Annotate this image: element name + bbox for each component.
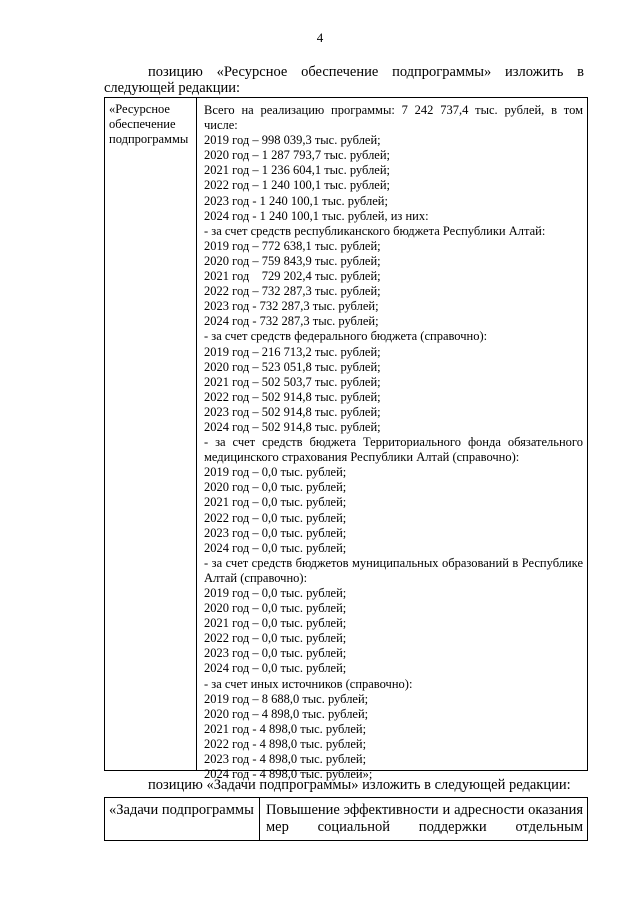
page-number: 4 [316, 30, 324, 45]
funding-line: 2023 год – 0,0 тыс. рублей; [204, 525, 347, 540]
funding-line: 2021 год – 502 503,7 тыс. рублей; [204, 374, 381, 389]
funding-line: 2024 год – 502 914,8 тыс. рублей; [204, 419, 381, 434]
funding-line: 2020 год – 523 051,8 тыс. рублей; [204, 359, 381, 374]
funding-line: 2019 год – 772 638,1 тыс. рублей; [204, 238, 381, 253]
funding-line: 2023 год - 1 240 100,1 тыс. рублей; [204, 193, 388, 208]
funding-line: 2020 год – 759 843,9 тыс. рублей; [204, 253, 381, 268]
resources-table [104, 97, 588, 782]
funding-line: 2019 год – 216 713,2 тыс. рублей; [204, 344, 381, 359]
resources-content-cell [197, 98, 587, 782]
funding-line: 2024 год - 1 240 100,1 тыс. рублей, из них: [204, 208, 429, 223]
municipal-heading: - за счет средств бюджетов муниципальных образований в Республике Алтай (справочно): [204, 555, 583, 585]
funding-line: - за счет средств республиканского бюджета Республики Алтай: [204, 223, 546, 238]
funding-line: 2020 год – 0,0 тыс. рублей; [204, 480, 347, 495]
funding-line: 2022 год - 4 898,0 тыс. рублей; [204, 736, 367, 751]
funding-line: 2023 год – 502 914,8 тыс. рублей; [204, 404, 381, 419]
tasks-content-cell: Повышение эффективности и адресности оказания мер социальной поддержки отдельным [266, 802, 583, 835]
tfoms-heading: - за счет средств бюджета Территориального фонда обязательного медицинского страхования Республики Алтай (справочно): [204, 435, 583, 465]
other-lines [204, 692, 583, 783]
funding-line: 2021 год – 0,0 тыс. рублей; [204, 495, 347, 510]
funding-line: 2021 год – 1 236 604,1 тыс. рублей; [204, 163, 391, 178]
funding-line: 2020 год – 0,0 тыс. рублей; [204, 601, 347, 616]
funding-line: 2019 год – 0,0 тыс. рублей; [204, 465, 347, 480]
municipal-lines [204, 586, 583, 677]
funding-line: 2022 год – 0,0 тыс. рублей; [204, 510, 347, 525]
tfoms-lines [204, 465, 583, 556]
amendment-intro-resources: позицию «Ресурсное обеспечение подпрограммы» изложить в следующей редакции: [104, 64, 584, 96]
resources-label-cell: «Ресурсное обеспечение подпрограммы [105, 98, 197, 770]
funding-line: 2020 год – 4 898,0 тыс. рублей; [204, 706, 369, 721]
funding-line: 2021 год – 0,0 тыс. рублей; [204, 616, 347, 631]
funding-line: - за счет средств федерального бюджета (справочно): [204, 329, 488, 344]
total-funding-heading: Всего на реализацию программы: 7 242 737,4 тыс. рублей, в том числе: [204, 103, 583, 133]
funding-line: 2019 год – 8 688,0 тыс. рублей; [204, 691, 369, 706]
funding-line: 2023 год - 732 287,3 тыс. рублей; [204, 299, 379, 314]
funding-line: 2022 год – 732 287,3 тыс. рублей; [204, 284, 381, 299]
main-lines [204, 133, 583, 435]
tasks-table [104, 797, 588, 841]
funding-line: 2021 год 729 202,4 тыс. рублей; [204, 269, 381, 284]
funding-line: 2021 год - 4 898,0 тыс. рублей; [204, 721, 367, 736]
funding-line: 2024 год - 732 287,3 тыс. рублей; [204, 314, 379, 329]
funding-line: 2024 год – 0,0 тыс. рублей; [204, 661, 347, 676]
funding-line: 2022 год – 0,0 тыс. рублей; [204, 631, 347, 646]
funding-line: 2023 год - 4 898,0 тыс. рублей; [204, 752, 367, 767]
funding-line: 2024 год – 0,0 тыс. рублей; [204, 540, 347, 555]
other-sources-heading: - за счет иных источников (справочно): [204, 676, 413, 691]
funding-line: 2019 год – 998 039,3 тыс. рублей; [204, 133, 381, 148]
funding-line: 2019 год – 0,0 тыс. рублей; [204, 586, 347, 600]
funding-line: 2022 год – 1 240 100,1 тыс. рублей; [204, 178, 391, 193]
funding-line: 2023 год – 0,0 тыс. рублей; [204, 646, 347, 661]
funding-line: 2020 год – 1 287 793,7 тыс. рублей; [204, 148, 391, 163]
amendment-intro-tasks: позицию «Задачи подпрограммы» изложить в следующей редакции: [148, 777, 571, 793]
funding-line: 2022 год – 502 914,8 тыс. рублей; [204, 389, 381, 404]
tasks-label-cell: «Задачи подпрограммы [105, 798, 260, 840]
funding-line: 2024 год - 4 898,0 тыс. рублей»; [204, 767, 373, 782]
